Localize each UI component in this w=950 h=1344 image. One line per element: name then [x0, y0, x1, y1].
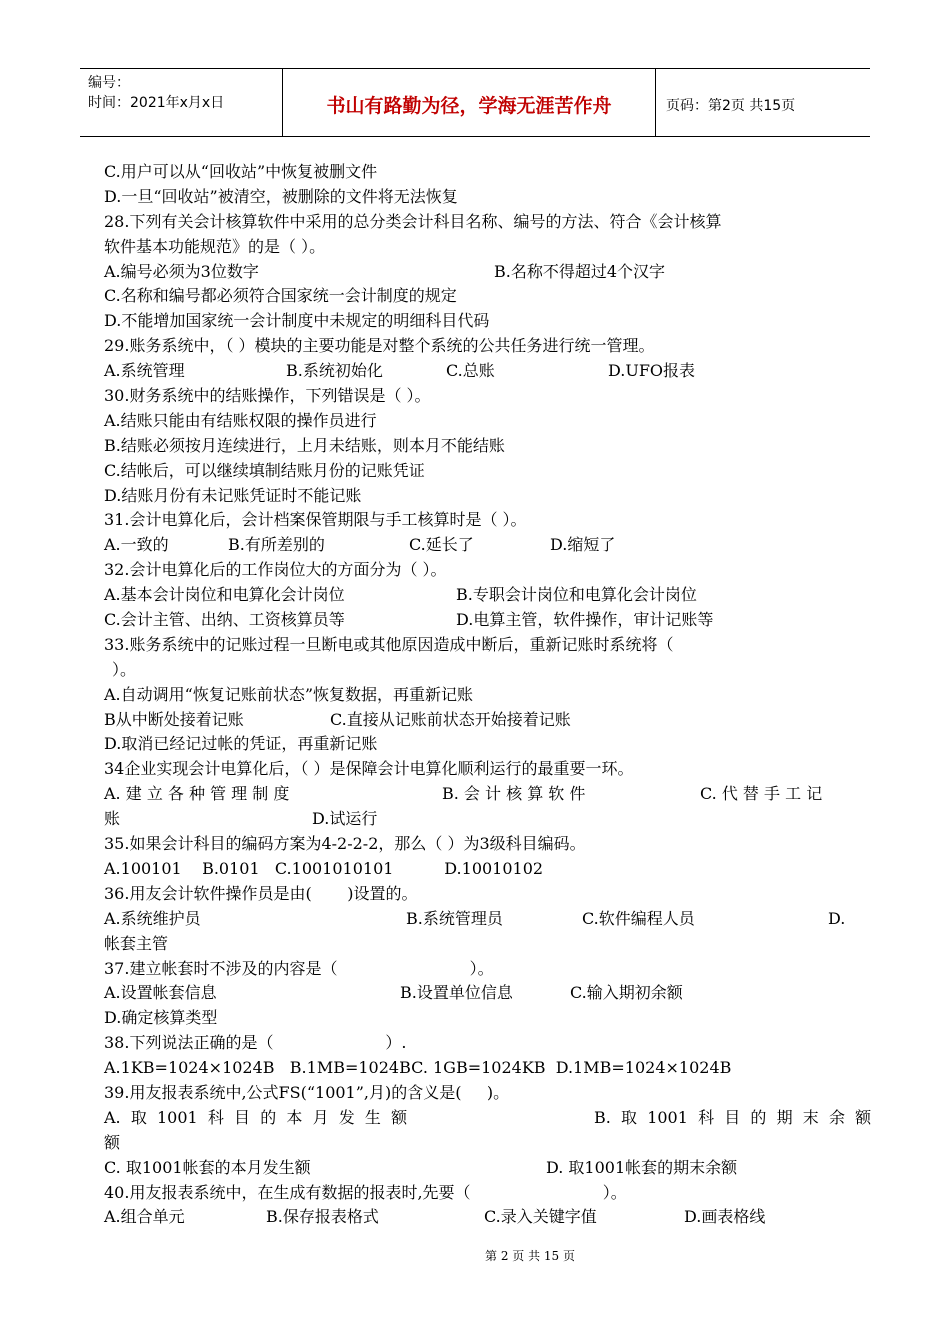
option-d: D.结账月份有未记账凭证时不能记账 — [104, 485, 362, 505]
option-a: A. 取 1001 科 目 的 本 月 发 生 额 — [104, 1107, 408, 1127]
page-header — [80, 68, 870, 137]
question-30: 30.财务系统中的结账操作，下列错误是（ ）。 — [104, 386, 431, 406]
option-d: D.试运行 — [312, 809, 378, 829]
option-c: C. 代 替 手 工 记 — [700, 784, 823, 804]
option-a: A.设置帐套信息 — [104, 983, 217, 1003]
question-33-cont: ）。 — [112, 659, 137, 679]
option-d: D.确定核算类型 — [104, 1008, 218, 1028]
option-a: A.结账只能由有结账权限的操作员进行 — [104, 410, 377, 430]
option-b: B.系统初始化 — [286, 361, 383, 381]
option-b: B.结账必须按月连续进行，上月未结账，则本月不能结账 — [104, 435, 505, 455]
question-36: 36.用友会计软件操作员是由( )设置的。 — [104, 883, 418, 903]
options-row — [104, 583, 852, 608]
options-row — [104, 533, 852, 558]
question-28: 28.下列有关会计核算软件中采用的总分类会计科目名称、编号的方法、符合《会计核算 — [104, 211, 722, 231]
option-d-cont: 帐套主管 — [104, 933, 169, 953]
option-b: B. 取 1001 科 目 的 期 末 余 额 — [594, 1107, 872, 1127]
option-c: C.软件编程人员 — [582, 908, 695, 928]
options-row — [104, 907, 852, 932]
question-37: 37.建立帐套时不涉及的内容是（ ）。 — [104, 958, 494, 978]
option-b: B.专职会计岗位和电算化会计岗位 — [456, 585, 697, 605]
option-c: C.结帐后，可以继续填制结账月份的记账凭证 — [104, 460, 425, 480]
option-d: D.取消已经记过帐的凭证，再重新记账 — [104, 734, 378, 754]
header-motto: 书山有路勤为径，学海无涯苦作舟 — [283, 69, 656, 136]
option-d: D.画表格线 — [684, 1207, 766, 1227]
option-c: C.会计主管、出纳、工资核算员等 — [104, 610, 345, 630]
options-row — [104, 608, 852, 633]
option-b: B从中断处接着记账 — [104, 709, 244, 729]
option-d: D. — [828, 908, 846, 928]
question-38: 38.下列说法正确的是（ ）. — [104, 1033, 407, 1053]
question-39: 39.用友报表系统中,公式FS(“1001”,月)的含义是( )。 — [104, 1082, 510, 1102]
option-c: C.直接从记账前状态开始接着记账 — [330, 709, 571, 729]
option-d: D.缩短了 — [550, 535, 616, 555]
option-d: D. 取1001帐套的期末余额 — [546, 1157, 738, 1177]
option-a: A.组合单元 — [104, 1207, 185, 1227]
option-c: C.输入期初余额 — [570, 983, 683, 1003]
option-b-cont: 额 — [104, 1132, 121, 1152]
page-footer: 第 2 页 共 15 页 — [485, 1249, 575, 1263]
option-b: B.保存报表格式 — [266, 1207, 379, 1227]
option-a: A. 建 立 各 种 管 理 制 度 — [104, 784, 290, 804]
question-29: 29.账务系统中，（ ）模块的主要功能是对整个系统的公共任务进行统一管理。 — [104, 336, 655, 356]
header-meta — [80, 69, 283, 136]
option-b: B.名称不得超过4个汉字 — [494, 261, 666, 281]
options-row — [104, 981, 852, 1006]
option-c: C.延长了 — [409, 535, 474, 555]
option-c: C.录入关键字值 — [484, 1207, 597, 1227]
options-row: A.1KB=1024×1024B B.1MB=1024BC. 1GB=1024KB D.1MB=1024×1024B — [104, 1058, 732, 1078]
option-c: C.总账 — [446, 361, 495, 381]
option-b: B. 会 计 核 算 软 件 — [442, 784, 586, 804]
options-row — [104, 260, 852, 285]
options-row — [104, 708, 852, 733]
text-line: D.一旦“回收站”被清空，被删除的文件将无法恢复 — [104, 186, 458, 206]
header-id-label: 编号： — [88, 75, 130, 91]
options-row — [104, 782, 852, 807]
question-35: 35.如果会计科目的编码方案为4-2-2-2，那么（ ）为3级科目编码。 — [104, 834, 586, 854]
option-c: C. 取1001帐套的本月发生额 — [104, 1157, 311, 1177]
header-page-info: 页码：第2页 共15页 — [666, 97, 796, 114]
header-date: 时间：2021年x月x日 — [88, 95, 225, 111]
option-a: A.一致的 — [104, 535, 169, 555]
option-d: D.电算主管，软件操作，审计记账等 — [456, 610, 714, 630]
options-row — [104, 1156, 852, 1181]
option-b: B.系统管理员 — [406, 908, 503, 928]
question-32: 32.会计电算化后的工作岗位大的方面分为（ ）。 — [104, 560, 447, 580]
question-34: 34企业实现会计电算化后，（ ）是保障会计电算化顺利运行的最重要一环。 — [104, 759, 634, 779]
option-a: A.系统维护员 — [104, 908, 201, 928]
question-33: 33.账务系统中的记账过程一旦断电或其他原因造成中断后，重新记账时系统将（ — [104, 634, 674, 654]
option-b: B.有所差别的 — [228, 535, 325, 555]
options-row — [104, 807, 852, 832]
exam-content — [104, 160, 872, 1230]
question-28-cont: 软件基本功能规范》的是（ ）。 — [104, 236, 326, 256]
option-d: D.不能增加国家统一会计制度中未规定的明细科目代码 — [104, 311, 490, 331]
options-row — [104, 1205, 852, 1230]
question-40: 40.用友报表系统中，在生成有数据的报表时,先要（ ）。 — [104, 1182, 627, 1202]
question-31: 31.会计电算化后，会计档案保管期限与手工核算时是（ ）。 — [104, 510, 527, 530]
options-row — [104, 1106, 872, 1131]
option-a: A.系统管理 — [104, 361, 185, 381]
option-a: A.自动调用“恢复记账前状态”恢复数据，再重新记账 — [104, 684, 474, 704]
option-d: D.UFO报表 — [608, 361, 696, 381]
option-c: C.名称和编号都必须符合国家统一会计制度的规定 — [104, 286, 457, 306]
options-row — [104, 359, 852, 384]
option-c-cont: 账 — [104, 809, 121, 829]
option-a: A.编号必须为3位数字 — [104, 261, 259, 281]
option-b: B.设置单位信息 — [400, 983, 513, 1003]
options-row: A.100101 B.0101 C.1001010101 D.10010102 — [104, 858, 544, 878]
text-line: C.用户可以从“回收站”中恢复被删文件 — [104, 162, 378, 181]
option-a: A.基本会计岗位和电算化会计岗位 — [104, 585, 345, 605]
